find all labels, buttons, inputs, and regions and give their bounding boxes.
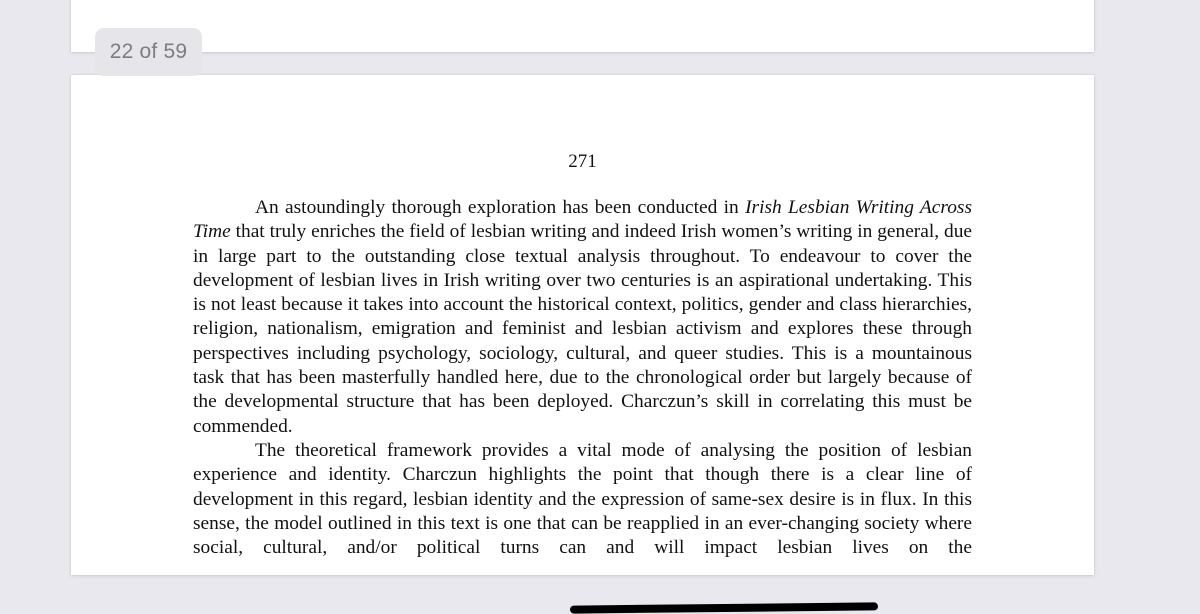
paragraph-1-lead: An astoundingly thorough exploration has been conducted in <box>255 197 746 218</box>
paragraph-1 <box>193 196 972 439</box>
book-title: Irish Lesbian Writing Across Time <box>193 197 972 243</box>
page-indicator: 22 of 59 <box>95 28 202 76</box>
paragraph-2: The theoretical framework provides a vital mode of analysing the position of lesbian experience and identity. Charczun highlights the point that though there is a clear line of development in this regard, lesbian identity and the expression of same-sex desire is in flux. In this sense, the model outlined in this text is one that can be reapplied in an ever-changing society where social, cultural, and/or political turns can and will impact lesbian lives on the <box>193 439 972 559</box>
redaction-strike-mark <box>570 602 878 613</box>
previous-page <box>71 0 1094 52</box>
page-number: 271 <box>568 151 597 172</box>
paragraph-1-body: that truly enriches the field of lesbian writing and indeed Irish women’s writing in general, due in large part to the outstanding close textual analysis throughout. To endeavour to cover the development of lesbian lives in Irish writing over two centuries is an aspirational undertaking. This is not least because it takes into account the historical context, politics, gender and class hierarchies, religion, nationalism, emigration and feminist and lesbian activism and explores these through perspectives including psychology, sociology, cultural, and queer studies. This is a mountainous task that has been masterfully handled here, due to the chronological order but largely because of the developmental structure that has been deployed. Charczun’s skill in correlating this must be commended. <box>193 221 972 437</box>
page-body-text <box>193 196 972 560</box>
document-page <box>71 75 1094 575</box>
